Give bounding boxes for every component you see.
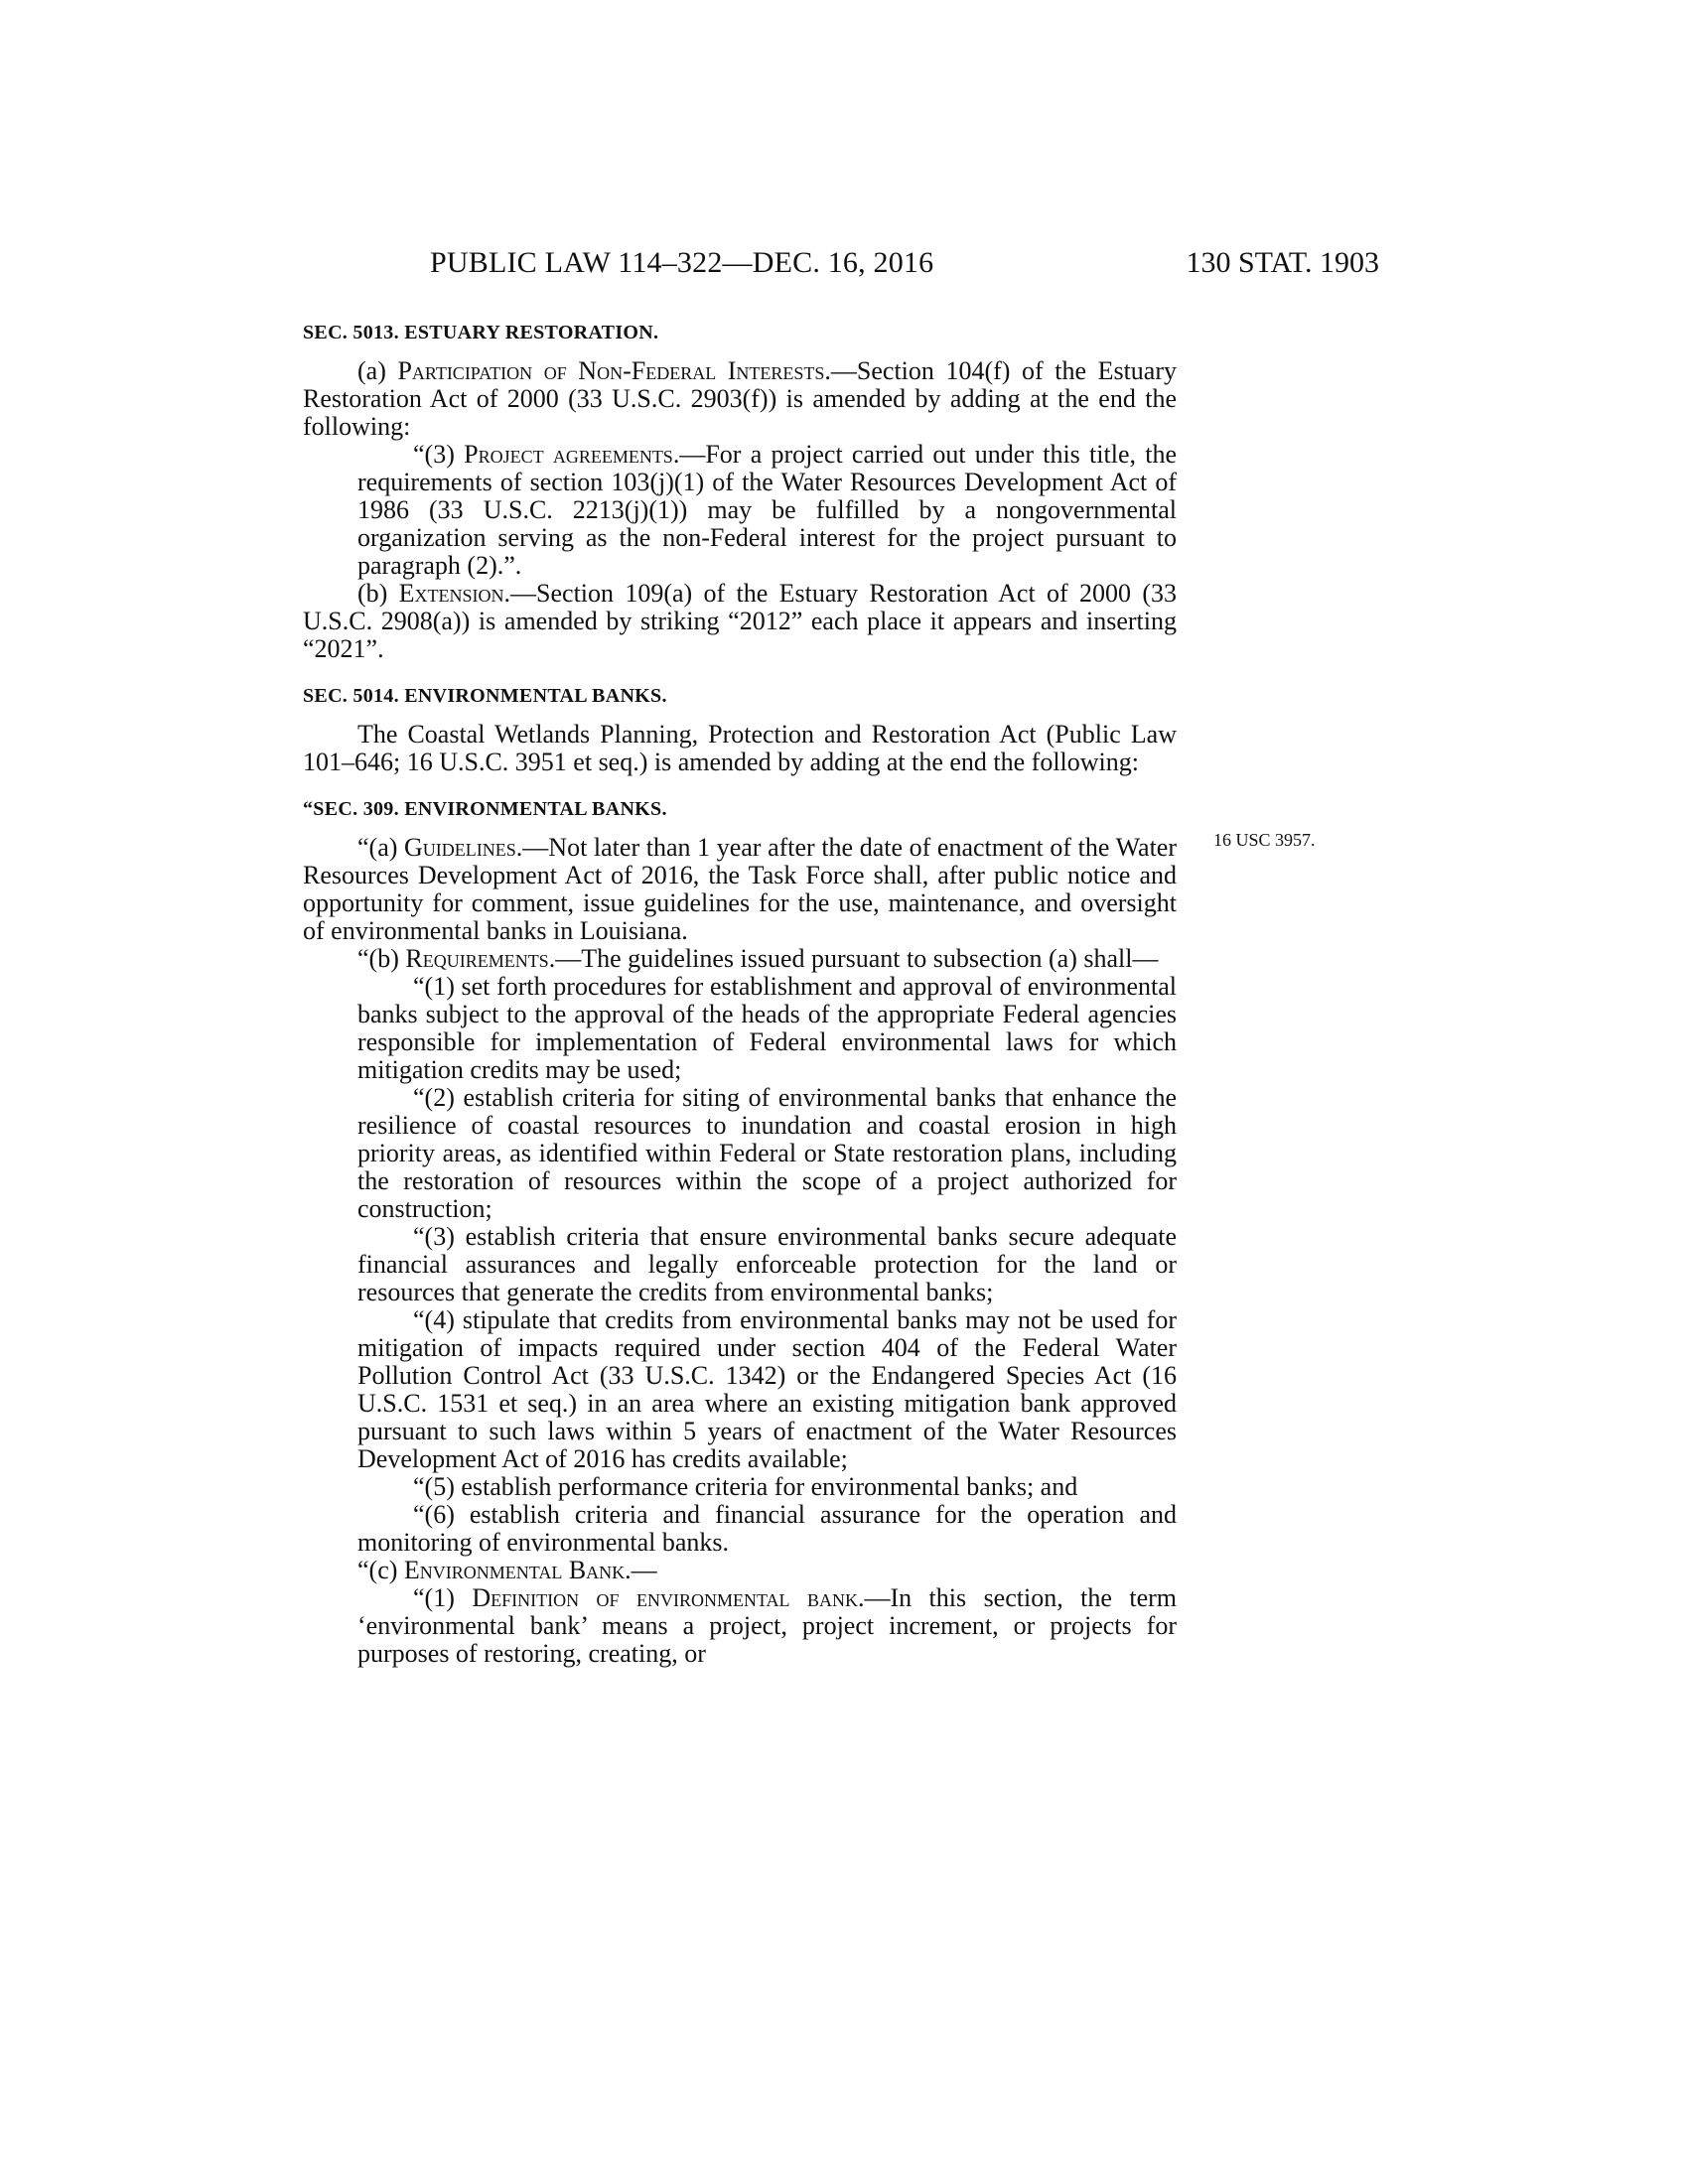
section-309-paragraph-b3: “(3) establish criteria that ensure environmental banks secure adequate financial assurances and legally enforceable protection for the land or resources that generate the credits from environmental banks; — [357, 1222, 1177, 1306]
section-309-subsection-b: “(b) Requirements.—The guidelines issued pursuant to subsection (a) shall— — [357, 944, 1159, 973]
section-309-paragraph-b6: “(6) establish criteria and financial assurance for the operation and monitoring of environmental banks. — [357, 1500, 1177, 1557]
section-309-paragraph-b4: “(4) stipulate that credits from environmental banks may not be used for mitigation of impacts required under section 404 of the Federal Water Pollution Control Act (33 U.S.C. 1342) or the Endangered Species Act (16 U.S.C. 1531 et seq.) in an area where an existing mitigation bank approved pursuant to such laws within 5 years of enactment of the Water Resources Development Act of 2016 has credits available; — [357, 1305, 1177, 1473]
section-309-paragraph-c1: “(1) Definition of environmental bank.—In this section, the term ‘environmental bank’ means a project, project increment, or projects for purposes of restoring, creating, or — [357, 1583, 1178, 1668]
section-309-subsection-a: “(a) Guidelines.—Not later than 1 year after the date of enactment of the Water Resources Development Act of 2016, the Task Force shall, after public notice and opportunity for comment, issue guidelines for the use, maintenance, and oversight of environmental banks in Louisiana. — [303, 833, 1177, 945]
margin-citation-note: 16 USC 3957. — [1213, 830, 1316, 850]
section-309-subsection-c: “(c) Environmental Bank.— — [357, 1556, 657, 1584]
section-5013-heading: SEC. 5013. ESTUARY RESTORATION. — [303, 322, 659, 343]
section-309-paragraph-b5: “(5) establish performance criteria for environmental banks; and — [413, 1472, 1078, 1501]
section-5014-intro: The Coastal Wetlands Planning, Protection and Restoration Act (Public Law 101–646; 16 U.S.C. 3951 et seq.) is amended by adding at the end the following: — [303, 720, 1177, 776]
section-5013-subsection-a: (a) Participation of Non-Federal Interests.—Section 104(f) of the Estuary Restoration Act of 2000 (33 U.S.C. 2903(f)) is amended by adding at the end the following: — [303, 356, 1178, 441]
section-309-paragraph-b1: “(1) set forth procedures for establishment and approval of environmental banks subject to the approval of the heads of the appropriate Federal agencies responsible for implementation of Federal environmental laws for which mitigation credits may be used; — [357, 972, 1177, 1084]
section-309-heading: “SEC. 309. ENVIRONMENTAL BANKS. — [303, 798, 667, 820]
section-309-paragraph-b2: “(2) establish criteria for siting of environmental banks that enhance the resilience of coastal resources to inundation and coastal erosion in high priority areas, as identified within Federal or State restoration plans, including the restoration of resources within the scope of a project authorized for construction; — [357, 1083, 1177, 1223]
page-header — [430, 246, 1379, 286]
section-5014-heading: SEC. 5014. ENVIRONMENTAL BANKS. — [303, 685, 667, 707]
statute-page-number: 130 STAT. 1903 — [1186, 246, 1379, 279]
section-5013-subsection-b: (b) Extension.—Section 109(a) of the Estuary Restoration Act of 2000 (33 U.S.C. 2908(a)) is amended by striking “2012” each place it appears and inserting “2021”. — [303, 579, 1177, 663]
section-5013-paragraph-3: “(3) Project agreements.—For a project carried out under this title, the requirements of section 103(j)(1) of the Water Resources Development Act of 1986 (33 U.S.C. 2213(j)(1)) may be fulfilled by a nongovernmental organization serving as the non-Federal interest for the project pursuant to paragraph (2).”. — [357, 440, 1177, 580]
running-head-title: PUBLIC LAW 114–322—DEC. 16, 2016 — [430, 246, 934, 279]
main-text-column — [303, 320, 1177, 1668]
